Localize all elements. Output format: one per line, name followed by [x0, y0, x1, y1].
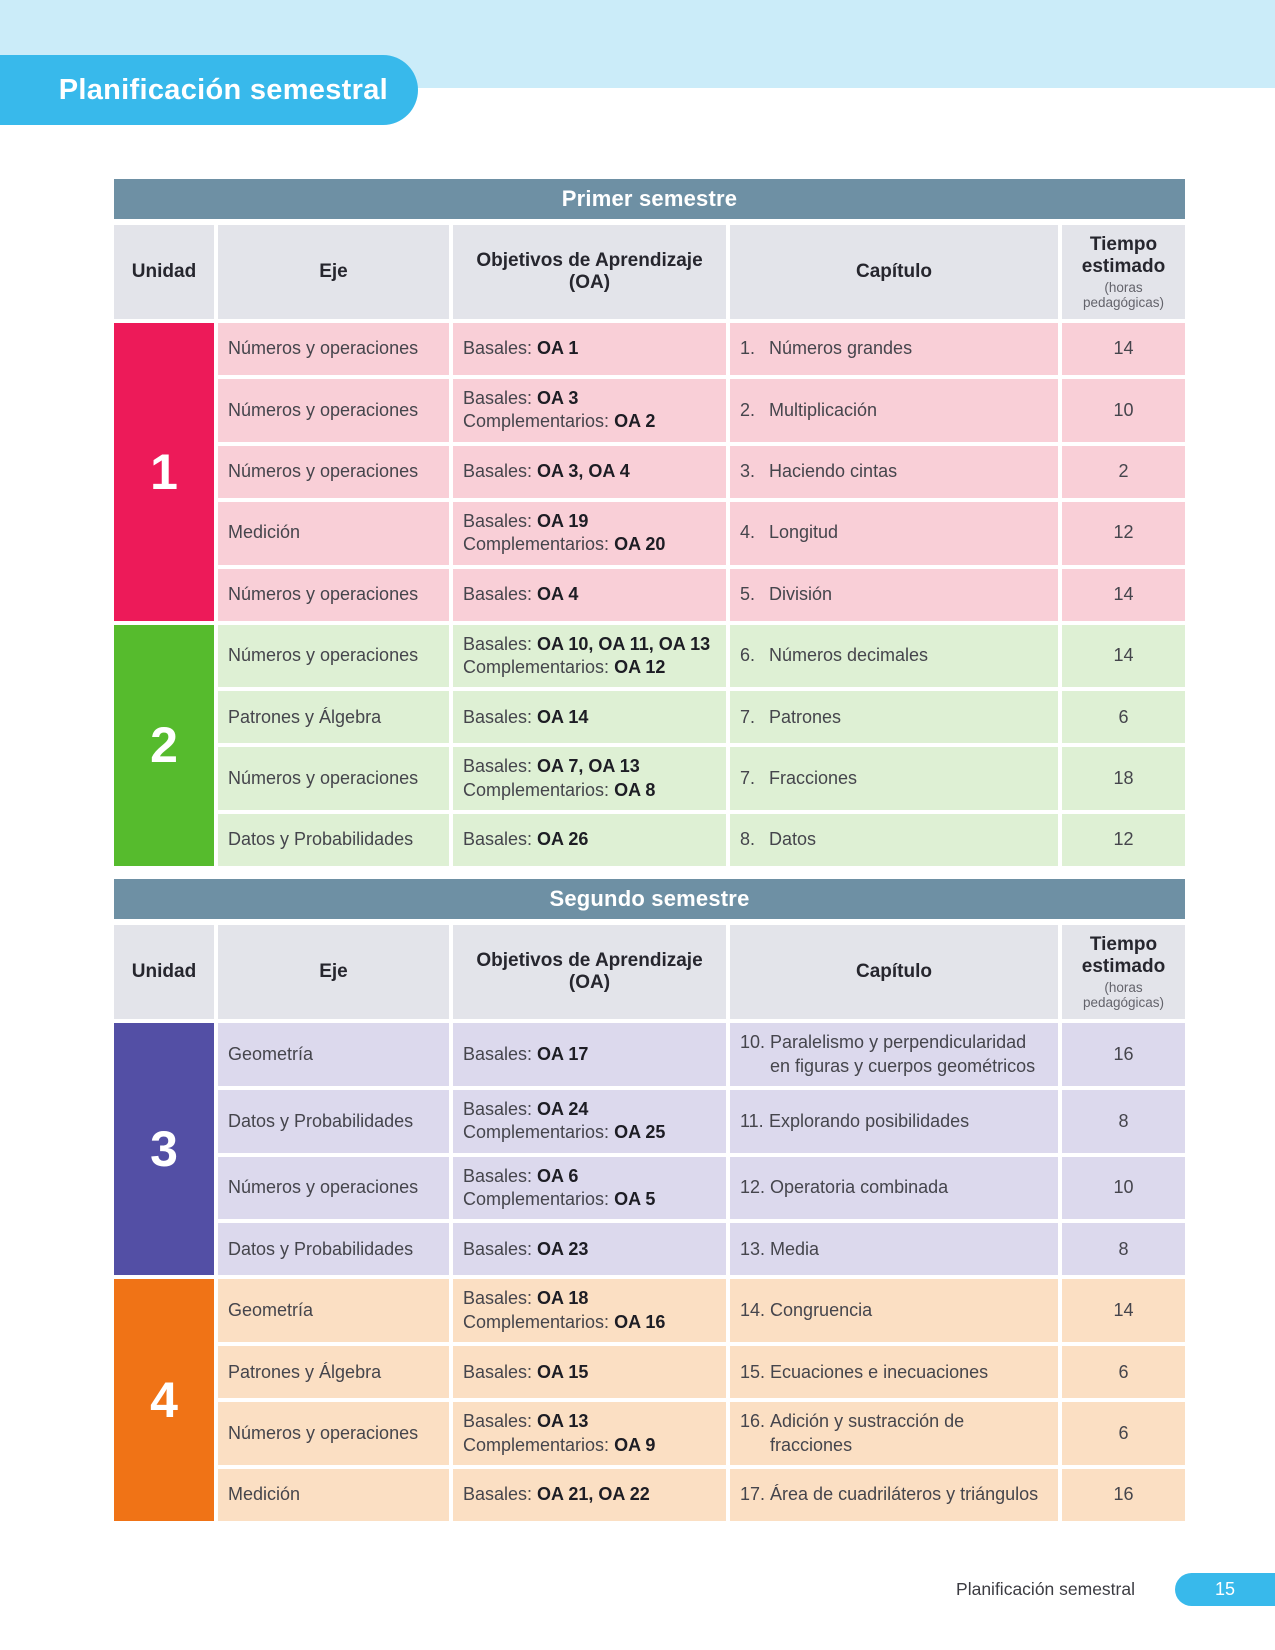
tiempo-cell: 14	[1062, 1279, 1185, 1342]
unit-number: 4	[150, 1372, 178, 1429]
chapter-wrap	[740, 828, 816, 851]
oa-line: Complementarios: OA 25	[463, 1122, 666, 1143]
oa-cell	[453, 379, 726, 442]
eje-cell: Números y operaciones	[218, 625, 449, 688]
capitulo-cell	[730, 1346, 1058, 1398]
capitulo-cell	[730, 1223, 1058, 1275]
chapter-title: Números decimales	[769, 645, 929, 666]
unit-group	[114, 323, 1185, 621]
oa-line: Basales: OA 26	[463, 829, 589, 850]
table-row	[218, 1223, 1185, 1275]
tiempo-cell: 6	[1062, 1346, 1185, 1398]
semester-table-1	[114, 179, 1185, 866]
table-row	[218, 379, 1185, 442]
tiempo-cell: 14	[1062, 625, 1185, 688]
tiempo-cell: 18	[1062, 747, 1185, 810]
page-title-pill	[0, 55, 418, 125]
unit-number-band	[114, 1279, 214, 1521]
unit-number: 1	[150, 443, 178, 500]
oa-line: Basales: OA 23	[463, 1238, 589, 1259]
eje-cell: Números y operaciones	[218, 1402, 449, 1465]
chapter-title: División	[769, 583, 833, 604]
tiempo-header-sub: (horas pedagógicas)	[1082, 979, 1165, 1010]
column-header-tiempo	[1062, 925, 1185, 1019]
chapter-number: 5.	[740, 583, 756, 604]
page-number-pill	[1175, 1573, 1275, 1606]
oa-line: Basales: OA 13	[463, 1411, 589, 1432]
chapter-wrap	[740, 1361, 988, 1384]
chapter-wrap	[740, 1299, 872, 1322]
column-header-capitulo: Capítulo	[730, 925, 1058, 1019]
chapter-title: Longitud	[769, 522, 839, 543]
chapter-wrap	[740, 399, 877, 422]
oa-line: Basales: OA 17	[463, 1043, 589, 1064]
oa-cell	[453, 502, 726, 565]
chapter-wrap	[740, 1031, 1048, 1078]
column-header-capitulo: Capítulo	[730, 225, 1058, 319]
chapter-wrap	[740, 1110, 969, 1133]
semester-title-bar	[114, 179, 1185, 219]
chapter-title: Ecuaciones e inecuaciones	[770, 1361, 989, 1382]
chapter-number: 7.	[740, 706, 756, 727]
tiempo-cell: 8	[1062, 1090, 1185, 1153]
table-row	[218, 1157, 1185, 1220]
eje-cell: Datos y Probabilidades	[218, 1090, 449, 1153]
chapter-title: Congruencia	[770, 1300, 873, 1321]
eje-cell: Patrones y Álgebra	[218, 691, 449, 743]
column-header-eje: Eje	[218, 925, 449, 1019]
chapter-title: Multiplicación	[769, 399, 878, 420]
oa-cell	[453, 1223, 726, 1275]
oa-cell	[453, 1469, 726, 1521]
chapter-wrap	[740, 337, 912, 360]
unit-group	[114, 625, 1185, 867]
tiempo-cell: 14	[1062, 569, 1185, 621]
chapter-number: 17.	[740, 1484, 766, 1505]
eje-cell: Números y operaciones	[218, 747, 449, 810]
table-row	[218, 446, 1185, 498]
table-row	[218, 625, 1185, 688]
eje-cell: Geometría	[218, 1279, 449, 1342]
capitulo-cell	[730, 1279, 1058, 1342]
tiempo-cell: 6	[1062, 691, 1185, 743]
unit-number: 2	[150, 717, 178, 774]
eje-cell: Patrones y Álgebra	[218, 1346, 449, 1398]
chapter-wrap	[740, 1483, 1038, 1506]
oa-line: Complementarios: OA 2	[463, 411, 656, 432]
chapter-wrap	[740, 1238, 819, 1261]
capitulo-cell	[730, 625, 1058, 688]
oa-line: Complementarios: OA 5	[463, 1189, 656, 1210]
capitulo-cell	[730, 1469, 1058, 1521]
semester-title-bar	[114, 879, 1185, 919]
eje-cell: Geometría	[218, 1023, 449, 1086]
capitulo-cell	[730, 1157, 1058, 1220]
semester-title: Primer semestre	[561, 186, 738, 211]
tiempo-cell: 10	[1062, 379, 1185, 442]
oa-cell	[453, 1157, 726, 1220]
unit-rows	[218, 1023, 1185, 1275]
unit-rows	[218, 1279, 1185, 1521]
oa-cell	[453, 1090, 726, 1153]
eje-cell: Números y operaciones	[218, 323, 449, 375]
unit-rows	[218, 323, 1185, 621]
chapter-number: 6.	[740, 645, 756, 666]
oa-line: Basales: OA 19	[463, 510, 589, 531]
oa-cell	[453, 747, 726, 810]
oa-line: Basales: OA 7, OA 13	[463, 756, 640, 777]
oa-cell	[453, 691, 726, 743]
oa-cell	[453, 814, 726, 866]
column-header-unidad: Unidad	[114, 225, 214, 319]
chapter-title: Patrones	[769, 706, 842, 727]
table-row	[218, 502, 1185, 565]
chapter-wrap	[740, 644, 928, 667]
semester-table-2	[114, 879, 1185, 1521]
oa-line: Complementarios: OA 8	[463, 779, 656, 800]
tables-area	[114, 179, 1185, 1521]
capitulo-cell	[730, 747, 1058, 810]
eje-cell: Medición	[218, 1469, 449, 1521]
oa-cell	[453, 1023, 726, 1086]
chapter-number: 15.	[740, 1361, 766, 1382]
capitulo-cell	[730, 814, 1058, 866]
tiempo-cell: 10	[1062, 1157, 1185, 1220]
oa-line: Basales: OA 1	[463, 338, 579, 359]
chapter-number: 10.	[740, 1032, 766, 1053]
capitulo-cell	[730, 1090, 1058, 1153]
eje-cell: Números y operaciones	[218, 446, 449, 498]
tiempo-cell: 16	[1062, 1023, 1185, 1086]
oa-cell	[453, 1402, 726, 1465]
tiempo-cell: 16	[1062, 1469, 1185, 1521]
chapter-wrap	[740, 521, 838, 544]
oa-line: Complementarios: OA 9	[463, 1434, 656, 1455]
unit-number: 3	[150, 1121, 178, 1178]
eje-cell: Números y operaciones	[218, 379, 449, 442]
capitulo-cell	[730, 1023, 1058, 1086]
oa-cell	[453, 625, 726, 688]
chapter-title: Fracciones	[769, 768, 858, 789]
capitulo-cell	[730, 502, 1058, 565]
tiempo-cell: 6	[1062, 1402, 1185, 1465]
capitulo-cell	[730, 446, 1058, 498]
capitulo-cell	[730, 323, 1058, 375]
chapter-wrap	[740, 583, 832, 606]
chapter-title: Paralelismo y perpendicularidad en figuras y cuerpos geométricos	[770, 1032, 1036, 1076]
table-row	[218, 814, 1185, 866]
oa-line: Complementarios: OA 12	[463, 656, 666, 677]
chapter-title: Explorando posibilidades	[769, 1110, 970, 1131]
chapter-number: 7.	[740, 768, 756, 789]
tiempo-cell: 8	[1062, 1223, 1185, 1275]
table-row	[218, 1402, 1185, 1465]
oa-line: Basales: OA 6	[463, 1165, 579, 1186]
column-header-eje: Eje	[218, 225, 449, 319]
chapter-wrap	[740, 767, 857, 790]
oa-line: Basales: OA 4	[463, 583, 579, 604]
chapter-title: Datos	[769, 829, 817, 850]
chapter-number: 12.	[740, 1177, 766, 1198]
table-row	[218, 569, 1185, 621]
tiempo-cell: 12	[1062, 502, 1185, 565]
oa-line: Basales: OA 10, OA 11, OA 13	[463, 633, 711, 654]
tiempo-cell: 14	[1062, 323, 1185, 375]
capitulo-cell	[730, 1402, 1058, 1465]
eje-cell: Datos y Probabilidades	[218, 1223, 449, 1275]
chapter-number: 14.	[740, 1300, 766, 1321]
table-row	[218, 1279, 1185, 1342]
oa-line: Basales: OA 24	[463, 1098, 589, 1119]
column-header-row	[114, 225, 1185, 319]
chapter-number: 11.	[740, 1110, 764, 1131]
table-row	[218, 1090, 1185, 1153]
oa-cell	[453, 323, 726, 375]
table-row	[218, 747, 1185, 810]
oa-line: Basales: OA 18	[463, 1288, 589, 1309]
unit-number-band	[114, 1023, 214, 1275]
chapter-number: 4.	[740, 522, 756, 543]
chapter-wrap	[740, 706, 841, 729]
table-row	[218, 1469, 1185, 1521]
oa-cell	[453, 1279, 726, 1342]
chapter-title: Operatoria combinada	[770, 1177, 949, 1198]
oa-cell	[453, 446, 726, 498]
oa-line: Complementarios: OA 20	[463, 534, 666, 555]
chapter-wrap	[740, 1410, 1048, 1457]
oa-line: Basales: OA 3, OA 4	[463, 461, 630, 482]
chapter-number: 8.	[740, 829, 756, 850]
unit-rows	[218, 625, 1185, 867]
column-header-row	[114, 925, 1185, 1019]
tiempo-header-sub: (horas pedagógicas)	[1082, 279, 1165, 310]
oa-line: Basales: OA 14	[463, 706, 589, 727]
column-header-tiempo	[1062, 225, 1185, 319]
page-number: 15	[1214, 1579, 1236, 1599]
page-title: Planificación semestral	[58, 73, 388, 106]
chapter-title: Adición y sustracción de fracciones	[770, 1411, 965, 1455]
table-row	[218, 1023, 1185, 1086]
tiempo-cell: 2	[1062, 446, 1185, 498]
chapter-title: Haciendo cintas	[769, 461, 898, 482]
chapter-number: 13.	[740, 1238, 766, 1259]
chapter-number: 1.	[740, 338, 756, 359]
oa-line: Complementarios: OA 16	[463, 1311, 666, 1332]
chapter-wrap	[740, 460, 897, 483]
capitulo-cell	[730, 379, 1058, 442]
column-header-unidad: Unidad	[114, 925, 214, 1019]
tiempo-cell: 12	[1062, 814, 1185, 866]
column-header-oa: Objetivos de Aprendizaje (OA)	[453, 925, 726, 1019]
eje-cell: Datos y Probabilidades	[218, 814, 449, 866]
chapter-number: 2.	[740, 399, 756, 420]
chapter-title: Números grandes	[769, 338, 913, 359]
oa-line: Basales: OA 3	[463, 388, 579, 408]
chapter-number: 3.	[740, 461, 756, 482]
footer-label: Planificación semestral	[956, 1579, 1135, 1599]
chapter-title: Área de cuadriláteros y triángulos	[770, 1484, 1039, 1505]
eje-cell: Números y operaciones	[218, 1157, 449, 1220]
semester-title: Segundo semestre	[549, 886, 750, 912]
oa-line: Basales: OA 15	[463, 1361, 589, 1382]
unit-group	[114, 1279, 1185, 1521]
eje-cell: Números y operaciones	[218, 569, 449, 621]
oa-line: Basales: OA 21, OA 22	[463, 1484, 650, 1505]
units-container	[114, 323, 1185, 866]
table-row	[218, 691, 1185, 743]
unit-group	[114, 1023, 1185, 1275]
oa-cell	[453, 1346, 726, 1398]
chapter-title: Media	[770, 1238, 820, 1259]
tiempo-header-main: Tiempo estimado	[1081, 234, 1166, 277]
tiempo-header-main: Tiempo estimado	[1081, 934, 1166, 978]
capitulo-cell	[730, 691, 1058, 743]
capitulo-cell	[730, 569, 1058, 621]
table-row	[218, 1346, 1185, 1398]
units-container	[114, 1023, 1185, 1521]
table-row	[218, 323, 1185, 375]
chapter-number: 16.	[740, 1411, 766, 1432]
chapter-wrap	[740, 1176, 948, 1199]
unit-number-band	[114, 323, 214, 621]
oa-cell	[453, 569, 726, 621]
column-header-oa: Objetivos de Aprendizaje (OA)	[453, 225, 726, 319]
unit-number-band	[114, 625, 214, 867]
eje-cell: Medición	[218, 502, 449, 565]
